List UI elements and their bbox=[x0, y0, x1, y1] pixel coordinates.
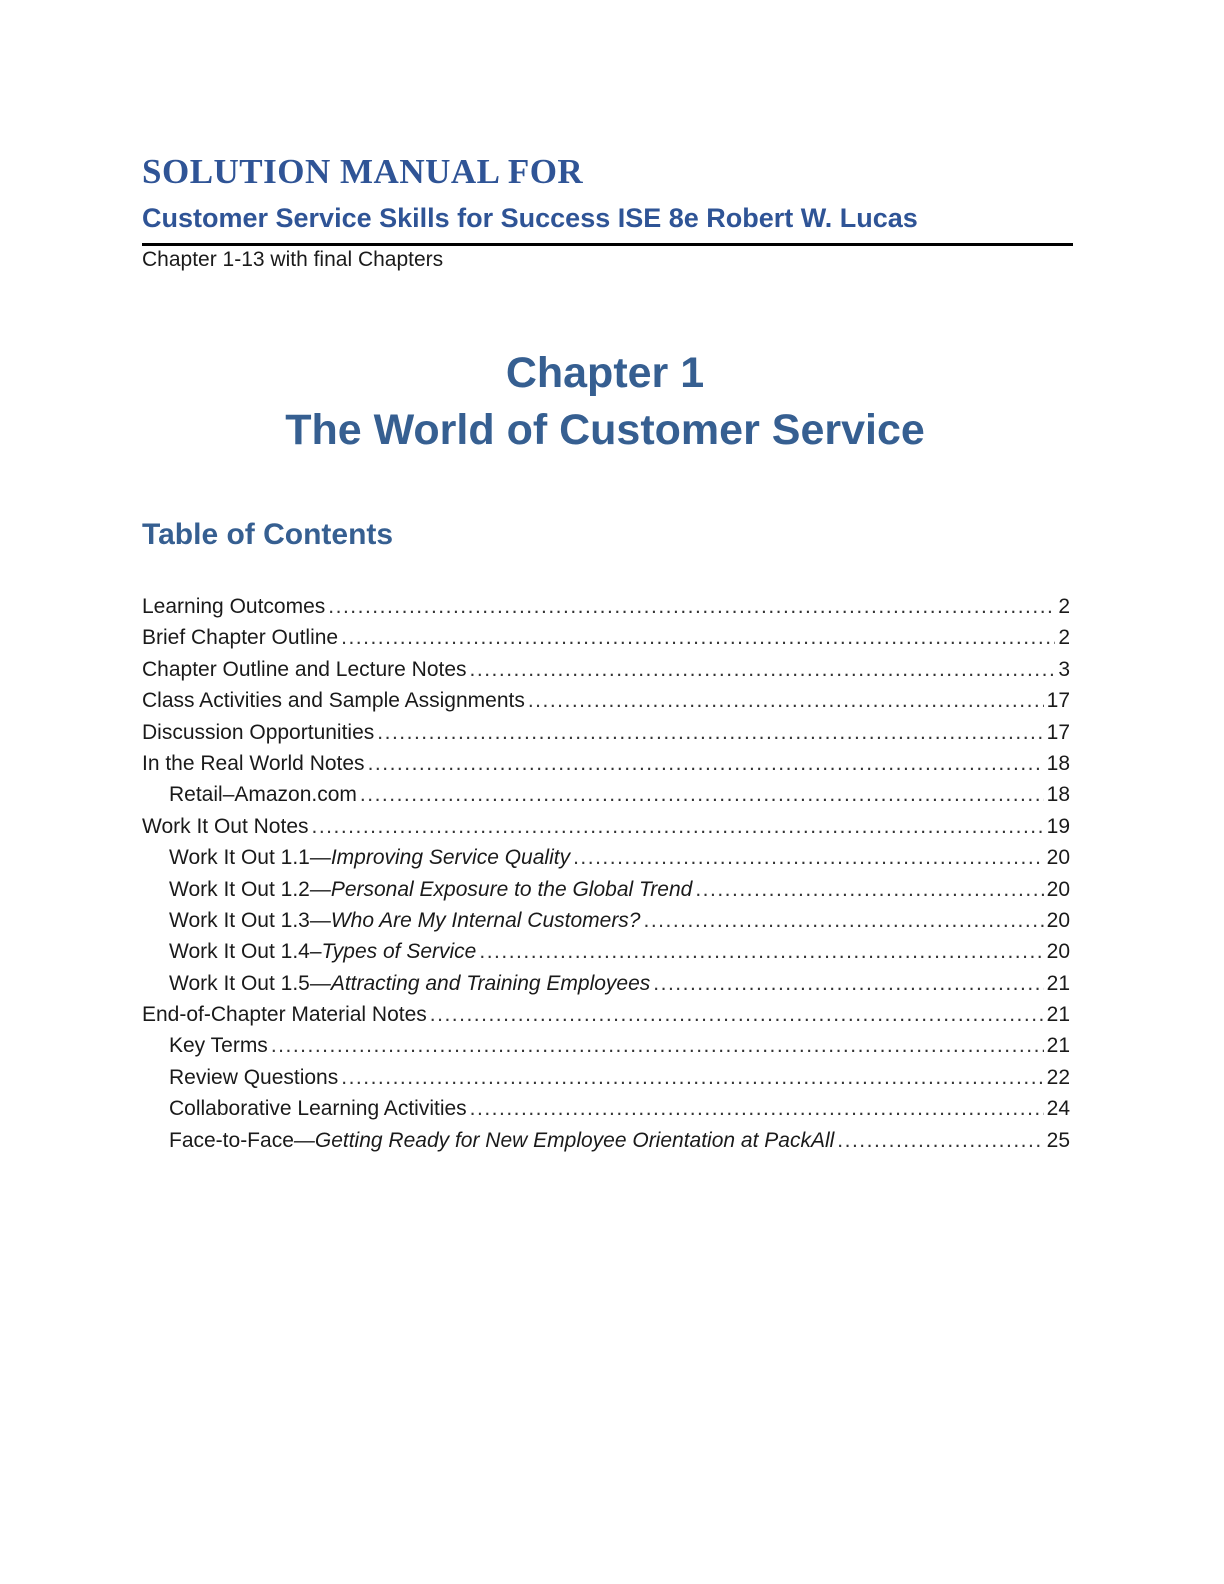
document-title: SOLUTION MANUAL FOR bbox=[142, 152, 584, 191]
dot-leader bbox=[470, 1093, 1044, 1124]
toc-entry-label: Key Terms bbox=[169, 1034, 268, 1058]
toc-entry-label: End-of-Chapter Material Notes bbox=[142, 1003, 427, 1027]
toc-entry-page: 17 bbox=[1046, 689, 1070, 713]
toc-entry-end-of-chapter-notes[interactable] bbox=[142, 999, 1070, 1030]
dot-leader bbox=[470, 654, 1056, 685]
header-divider bbox=[142, 243, 1073, 246]
toc-entry-retail-amazon[interactable] bbox=[142, 779, 1070, 810]
toc-entry-work-it-out-1-2[interactable] bbox=[142, 874, 1070, 905]
toc-entry-work-it-out-notes[interactable] bbox=[142, 811, 1070, 842]
toc-entry-page: 21 bbox=[1046, 1003, 1070, 1027]
toc-entry-label: Work It Out 1.4– bbox=[169, 940, 322, 964]
dot-leader bbox=[573, 842, 1044, 873]
toc-entry-label: Work It Out 1.2— bbox=[169, 877, 331, 901]
toc-entry-work-it-out-1-5[interactable] bbox=[142, 968, 1070, 999]
toc-entry-label: Work It Out 1.5— bbox=[169, 971, 331, 995]
table-of-contents bbox=[142, 591, 1070, 1156]
toc-entry-collaborative-learning[interactable] bbox=[142, 1093, 1070, 1124]
toc-entry-label: Brief Chapter Outline bbox=[142, 626, 339, 650]
toc-entry-work-it-out-1-1[interactable] bbox=[142, 842, 1070, 873]
toc-entry-italic-title: Improving Service Quality bbox=[330, 846, 571, 870]
toc-entry-page: 19 bbox=[1046, 814, 1070, 838]
toc-entry-page: 24 bbox=[1046, 1097, 1070, 1121]
toc-entry-label: Work It Out Notes bbox=[142, 814, 309, 838]
toc-entry-page: 22 bbox=[1046, 1065, 1070, 1089]
toc-entry-label: Retail–Amazon.com bbox=[169, 783, 357, 807]
toc-entry-label: Class Activities and Sample Assignments bbox=[142, 689, 525, 713]
toc-entry-page: 20 bbox=[1046, 846, 1070, 870]
dot-leader bbox=[360, 779, 1044, 810]
toc-entry-learning-outcomes[interactable] bbox=[142, 591, 1070, 622]
toc-entry-page: 2 bbox=[1058, 595, 1070, 618]
dot-leader bbox=[837, 1125, 1043, 1156]
toc-entry-page: 17 bbox=[1046, 720, 1070, 744]
toc-entry-page: 21 bbox=[1046, 971, 1070, 995]
dot-leader bbox=[528, 685, 1044, 716]
toc-entry-work-it-out-1-3[interactable] bbox=[142, 905, 1070, 936]
toc-entry-page: 3 bbox=[1058, 657, 1070, 681]
toc-entry-label: Learning Outcomes bbox=[142, 595, 326, 618]
toc-entry-work-it-out-1-4[interactable] bbox=[142, 936, 1070, 967]
toc-entry-page: 2 bbox=[1058, 626, 1070, 650]
toc-entry-discussion-opportunities[interactable] bbox=[142, 717, 1070, 748]
toc-entry-class-activities[interactable] bbox=[142, 685, 1070, 716]
toc-entry-key-terms[interactable] bbox=[142, 1030, 1070, 1061]
toc-entry-page: 20 bbox=[1046, 877, 1070, 901]
toc-entry-label: Work It Out 1.3— bbox=[169, 908, 331, 932]
toc-entry-page: 18 bbox=[1046, 751, 1070, 775]
toc-entry-chapter-outline[interactable] bbox=[142, 654, 1070, 685]
toc-entry-label: Chapter Outline and Lecture Notes bbox=[142, 657, 467, 681]
toc-entry-label: Face-to-Face— bbox=[169, 1128, 315, 1152]
toc-entry-brief-chapter-outline[interactable] bbox=[142, 622, 1070, 653]
dot-leader bbox=[368, 748, 1044, 779]
dot-leader bbox=[312, 811, 1044, 842]
dot-leader bbox=[644, 905, 1044, 936]
dot-leader bbox=[479, 936, 1043, 967]
toc-entry-review-questions[interactable] bbox=[142, 1062, 1070, 1093]
dot-leader bbox=[430, 999, 1044, 1030]
toc-entry-label: Review Questions bbox=[169, 1065, 339, 1089]
dot-leader bbox=[328, 591, 1055, 622]
toc-entry-label: Collaborative Learning Activities bbox=[169, 1097, 467, 1121]
dot-leader bbox=[271, 1030, 1044, 1061]
toc-entry-page: 18 bbox=[1046, 783, 1070, 807]
toc-entry-page: 25 bbox=[1046, 1128, 1070, 1152]
toc-heading: Table of Contents bbox=[142, 518, 394, 551]
toc-entry-italic-title: Personal Exposure to the Global Trend bbox=[330, 877, 693, 901]
toc-entry-italic-title: Getting Ready for New Employee Orientation at PackAll bbox=[314, 1128, 835, 1152]
book-subtitle: Customer Service Skills for Success ISE 8e Robert W. Lucas bbox=[142, 203, 918, 233]
toc-entry-italic-title: Who Are My Internal Customers? bbox=[330, 908, 641, 932]
toc-entry-page: 20 bbox=[1046, 908, 1070, 932]
toc-entry-italic-title: Types of Service bbox=[321, 940, 477, 964]
toc-entry-label: In the Real World Notes bbox=[142, 751, 365, 775]
dot-leader bbox=[377, 717, 1043, 748]
toc-entry-label: Work It Out 1.1— bbox=[169, 846, 331, 870]
toc-entry-real-world-notes[interactable] bbox=[142, 748, 1070, 779]
chapter-number: Chapter 1 bbox=[505, 349, 705, 397]
toc-entry-page: 21 bbox=[1046, 1034, 1070, 1058]
dot-leader bbox=[653, 968, 1043, 999]
toc-entry-label: Discussion Opportunities bbox=[142, 720, 375, 744]
chapter-title: The World of Customer Service bbox=[285, 406, 925, 454]
toc-entry-italic-title: Attracting and Training Employees bbox=[330, 971, 651, 995]
chapters-note: Chapter 1-13 with final Chapters bbox=[142, 248, 444, 271]
toc-entry-page: 20 bbox=[1046, 940, 1070, 964]
dot-leader bbox=[695, 874, 1043, 905]
toc-entry-face-to-face[interactable] bbox=[142, 1125, 1070, 1156]
dot-leader bbox=[341, 1062, 1043, 1093]
dot-leader bbox=[341, 622, 1055, 653]
